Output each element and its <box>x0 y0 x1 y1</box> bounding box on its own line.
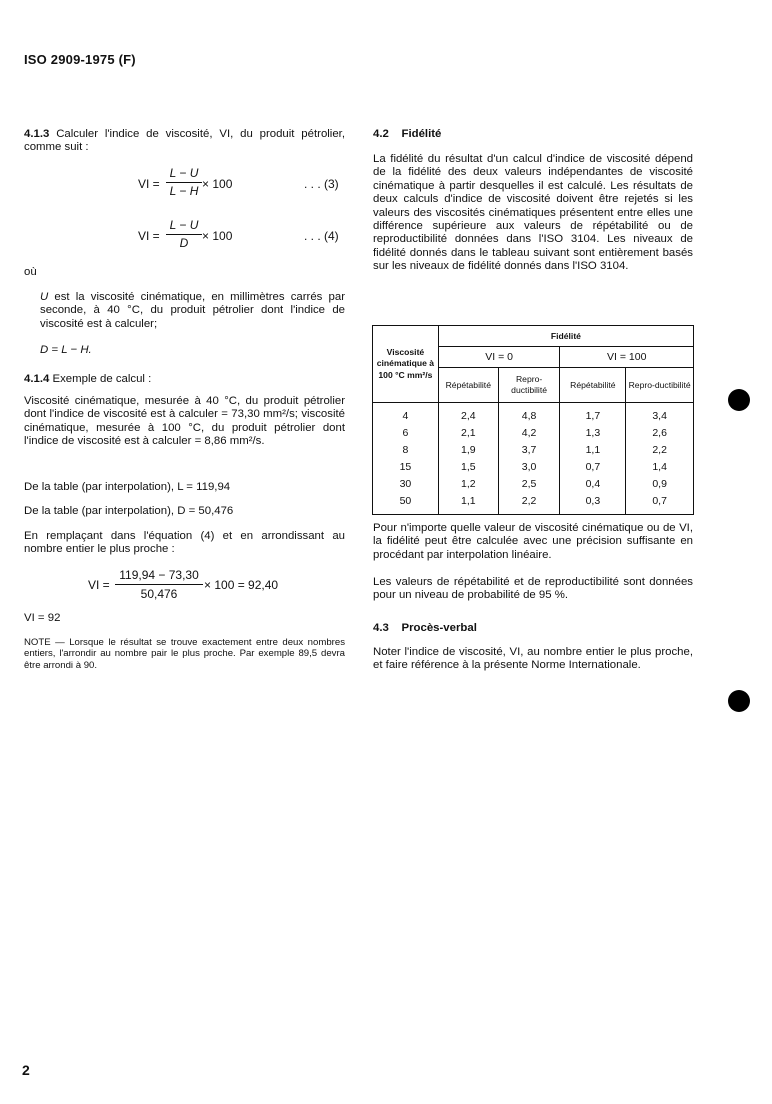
cell-viscosity: 15 <box>373 458 439 475</box>
u-definition-text: est la viscosité cinématique, en millimètres carrés par seconde, à 40 °C, du produit pétrolier dont l'indice de viscosité est à calculer; <box>40 291 345 330</box>
eq3-reference: . . . (3) <box>304 177 339 191</box>
eq4-reference: . . . (4) <box>304 229 339 243</box>
cell-viscosity: 6 <box>373 424 439 441</box>
cell-value: 2,2 <box>626 441 694 458</box>
col-header-vi100: VI = 100 <box>560 347 694 368</box>
cell-value: 2,2 <box>498 492 560 515</box>
table-row <box>373 475 694 492</box>
col-header-fidelite: Fidélité <box>438 326 693 347</box>
table-L-line: De la table (par interpolation), L = 119,94 <box>24 481 231 493</box>
cell-value: 3,7 <box>498 441 560 458</box>
eq4-numerator: L − U <box>169 218 199 232</box>
cell-value: 0,4 <box>560 475 626 492</box>
probability-paragraph: Les valeurs de répétabilité et de reproductibilité sont données pour un niveau de probabilité de 95 %. <box>373 576 693 602</box>
eq3-denominator: L − H <box>169 184 199 198</box>
u-variable: U <box>40 291 49 303</box>
cell-value: 0,9 <box>626 475 694 492</box>
section-4-1-4 <box>24 373 345 386</box>
table-row <box>373 458 694 475</box>
eq5-lhs: VI = <box>88 578 110 592</box>
section-title: Procès-verbal <box>401 622 477 634</box>
page-number: 2 <box>22 1062 30 1078</box>
document-header: ISO 2909-1975 (F) <box>24 52 136 67</box>
eq4-multiplier: × 100 <box>202 229 233 243</box>
cell-value: 1,9 <box>438 441 498 458</box>
cell-value: 0,7 <box>560 458 626 475</box>
table-row <box>373 441 694 458</box>
col-header-vi0: VI = 0 <box>438 347 560 368</box>
eq4-fraction-bar <box>166 234 202 235</box>
cell-value: 2,4 <box>438 403 498 425</box>
eq5-fraction-bar <box>115 584 203 585</box>
cell-value: 2,1 <box>438 424 498 441</box>
col-header-repetabilite: Répétabilité <box>438 368 498 403</box>
u-definition <box>40 291 345 331</box>
after-table-paragraph: Pour n'importe quelle valeur de viscosité cinématique ou de VI, la fidélité peut être calculée avec une précision suffisante en procédant par interpolation linéaire. <box>373 522 693 561</box>
eq4-lhs: VI = <box>138 229 160 243</box>
col-header-viscosity: Viscosité cinématique à 100 °C mm²/s <box>373 326 439 403</box>
note: NOTE — Lorsque le résultat se trouve exactement entre deux nombres entiers, l'arrondir au nombre pair le plus proche. Par exemple 89,5 devra être arrondi à 90. <box>24 637 345 671</box>
cell-viscosity: 50 <box>373 492 439 515</box>
cell-value: 4,8 <box>498 403 560 425</box>
section-4-3-text: Noter l'indice de viscosité, VI, au nombre entier le plus proche, et faire référence à la présente Norme Internationale. <box>373 646 693 672</box>
table-row <box>373 403 694 425</box>
replacing-paragraph: En remplaçant dans l'équation (4) et en arrondissant au nombre entier le plus proche : <box>24 530 345 556</box>
cell-value: 1,1 <box>560 441 626 458</box>
eq3-numerator: L − U <box>169 166 199 180</box>
example-paragraph: Viscosité cinématique, mesurée à 40 °C, du produit pétrolier dont l'indice de viscosité est à calculer = 73,30 mm²/s; viscosité cinématique, mesurée à 100 °C, du produit pétrolier dont l'indice de viscosité est à calculer = 8,86 mm²/s. <box>24 395 345 448</box>
cell-value: 3,4 <box>626 403 694 425</box>
cell-viscosity: 8 <box>373 441 439 458</box>
section-4-1-3 <box>24 128 345 155</box>
section-title: Exemple de calcul : <box>52 373 152 385</box>
cell-viscosity: 30 <box>373 475 439 492</box>
fidelity-table <box>372 325 694 515</box>
eq3-lhs: VI = <box>138 177 160 191</box>
cell-value: 1,4 <box>626 458 694 475</box>
cell-value: 0,3 <box>560 492 626 515</box>
where-label: où <box>24 266 37 278</box>
section-4-3-heading <box>373 622 693 635</box>
punch-hole-dot <box>728 389 750 411</box>
cell-viscosity: 4 <box>373 403 439 425</box>
eq5-rhs: × 100 = 92,40 <box>204 578 279 592</box>
col-header-reproductibilite: Repro-ductibilité <box>626 368 694 403</box>
section-4-2-heading <box>373 128 693 141</box>
cell-value: 1,2 <box>438 475 498 492</box>
table-row <box>373 492 694 515</box>
cell-value: 0,7 <box>626 492 694 515</box>
section-number: 4.1.4 <box>24 373 50 385</box>
cell-value: 1,5 <box>438 458 498 475</box>
eq3-fraction-bar <box>166 182 202 183</box>
cell-value: 1,7 <box>560 403 626 425</box>
section-number: 4.2 <box>373 128 389 140</box>
cell-value: 2,6 <box>626 424 694 441</box>
cell-value: 3,0 <box>498 458 560 475</box>
table-header-row-1 <box>373 326 694 347</box>
section-4-2-text: La fidélité du résultat d'un calcul d'indice de viscosité dépend de la fidélité des deux valeurs indépendantes de viscosité cinématique à partir desquelles il est calculé. Les résultats de deux calculs d'indice de viscosité doivent être rejetés si les valeurs des viscosités cinématiques présentent entre elles une différence supérieure aux valeurs de répétabilité ou de reproductibilité données dans l'ISO 3104. Les niveaux de fidélité donnés dans le tableau suivant sont entièrement basés sur les niveaux de fidélité donnés dans l'ISO 3104. <box>373 153 693 273</box>
section-number: 4.1.3 <box>24 128 50 140</box>
col-header-repetabilite: Répétabilité <box>560 368 626 403</box>
eq3-multiplier: × 100 <box>202 177 233 191</box>
col-header-reproductibilite: Repro-ductibilité <box>498 368 560 403</box>
eq5-numerator: 119,94 − 73,30 <box>119 568 199 582</box>
cell-value: 1,3 <box>560 424 626 441</box>
punch-hole-dot <box>728 690 750 712</box>
d-definition: D = L − H. <box>40 344 92 356</box>
cell-value: 2,5 <box>498 475 560 492</box>
section-number: 4.3 <box>373 622 389 634</box>
table-D-line: De la table (par interpolation), D = 50,476 <box>24 505 234 517</box>
cell-value: 4,2 <box>498 424 560 441</box>
section-text: Calculer l'indice de viscosité, VI, du produit pétrolier, comme suit : <box>24 128 345 154</box>
eq5-denominator: 50,476 <box>140 587 178 601</box>
result-line: VI = 92 <box>24 612 61 624</box>
eq4-denominator: D <box>179 236 189 250</box>
section-title: Fidélité <box>401 128 442 140</box>
table-row <box>373 424 694 441</box>
cell-value: 1,1 <box>438 492 498 515</box>
